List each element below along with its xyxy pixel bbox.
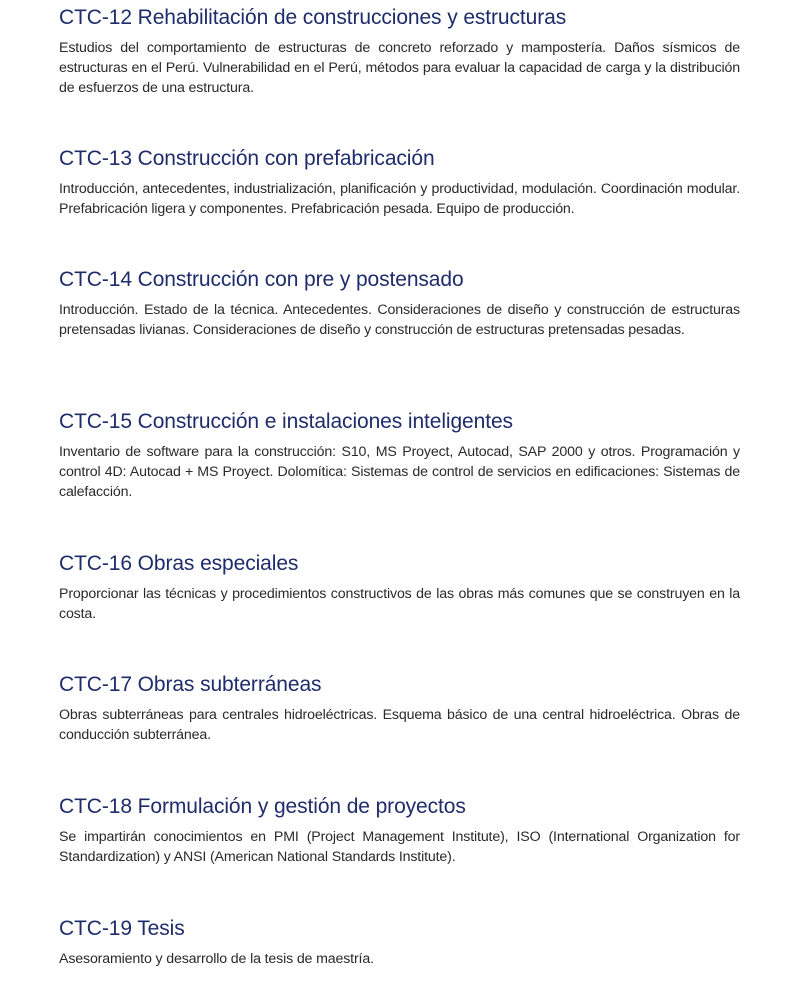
course-description: Proporcionar las técnicas y procedimientos constructivos de las obras más comunes que se construyen en la costa. <box>59 586 740 622</box>
course-title: CTC-14 Construcción con pre y postensado <box>59 268 464 291</box>
course-title: CTC-16 Obras especiales <box>59 552 299 575</box>
course-title: CTC-12 Rehabilitación de construcciones y estructuras <box>59 6 567 29</box>
course-ctc-12 <box>59 6 740 98</box>
course-title: CTC-17 Obras subterráneas <box>59 673 322 696</box>
course-ctc-13 <box>59 147 740 219</box>
course-title: CTC-18 Formulación y gestión de proyectos <box>59 795 466 818</box>
course-ctc-19 <box>59 917 740 969</box>
course-ctc-17 <box>59 673 740 745</box>
course-ctc-14 <box>59 268 740 340</box>
course-description: Inventario de software para la construcción: S10, MS Proyect, Autocad, SAP 2000 y otros. Programación y control 4D: Autocad + MS Proyect. Dolomítica: Sistemas de control de servicios en edificaciones: Sistemas de calefacción. <box>59 444 740 500</box>
course-ctc-16 <box>59 552 740 624</box>
course-ctc-18 <box>59 795 740 867</box>
course-title: CTC-13 Construcción con prefabricación <box>59 147 435 170</box>
course-description: Asesoramiento y desarrollo de la tesis de maestría. <box>59 951 374 967</box>
course-description: Introducción, antecedentes, industrialización, planificación y productividad, modulación. Coordinación modular. Prefabricación ligera y componentes. Prefabricación pesada. Equipo de producción. <box>59 181 740 217</box>
course-description: Obras subterráneas para centrales hidroeléctricas. Esquema básico de una central hidroeléctrica. Obras de conducción subterránea. <box>59 707 740 743</box>
course-title: CTC-19 Tesis <box>59 917 185 940</box>
course-description: Estudios del comportamiento de estructuras de concreto reforzado y mampostería. Daños sísmicos de estructuras en el Perú. Vulnerabilidad en el Perú, métodos para evaluar la capacidad de carga y la distribución de esfuerzos de una estructura. <box>59 40 740 96</box>
course-description: Introducción. Estado de la técnica. Antecedentes. Consideraciones de diseño y construcción de estructuras pretensadas livianas. Consideraciones de diseño y construcción de estructuras pretensadas pesadas. <box>59 302 740 338</box>
course-description: Se impartirán conocimientos en PMI (Project Management Institute), ISO (International Organization for Standardization) y ANSI (American National Standards Institute). <box>59 829 740 865</box>
course-title: CTC-15 Construcción e instalaciones inteligentes <box>59 410 513 433</box>
course-ctc-15 <box>59 410 740 502</box>
